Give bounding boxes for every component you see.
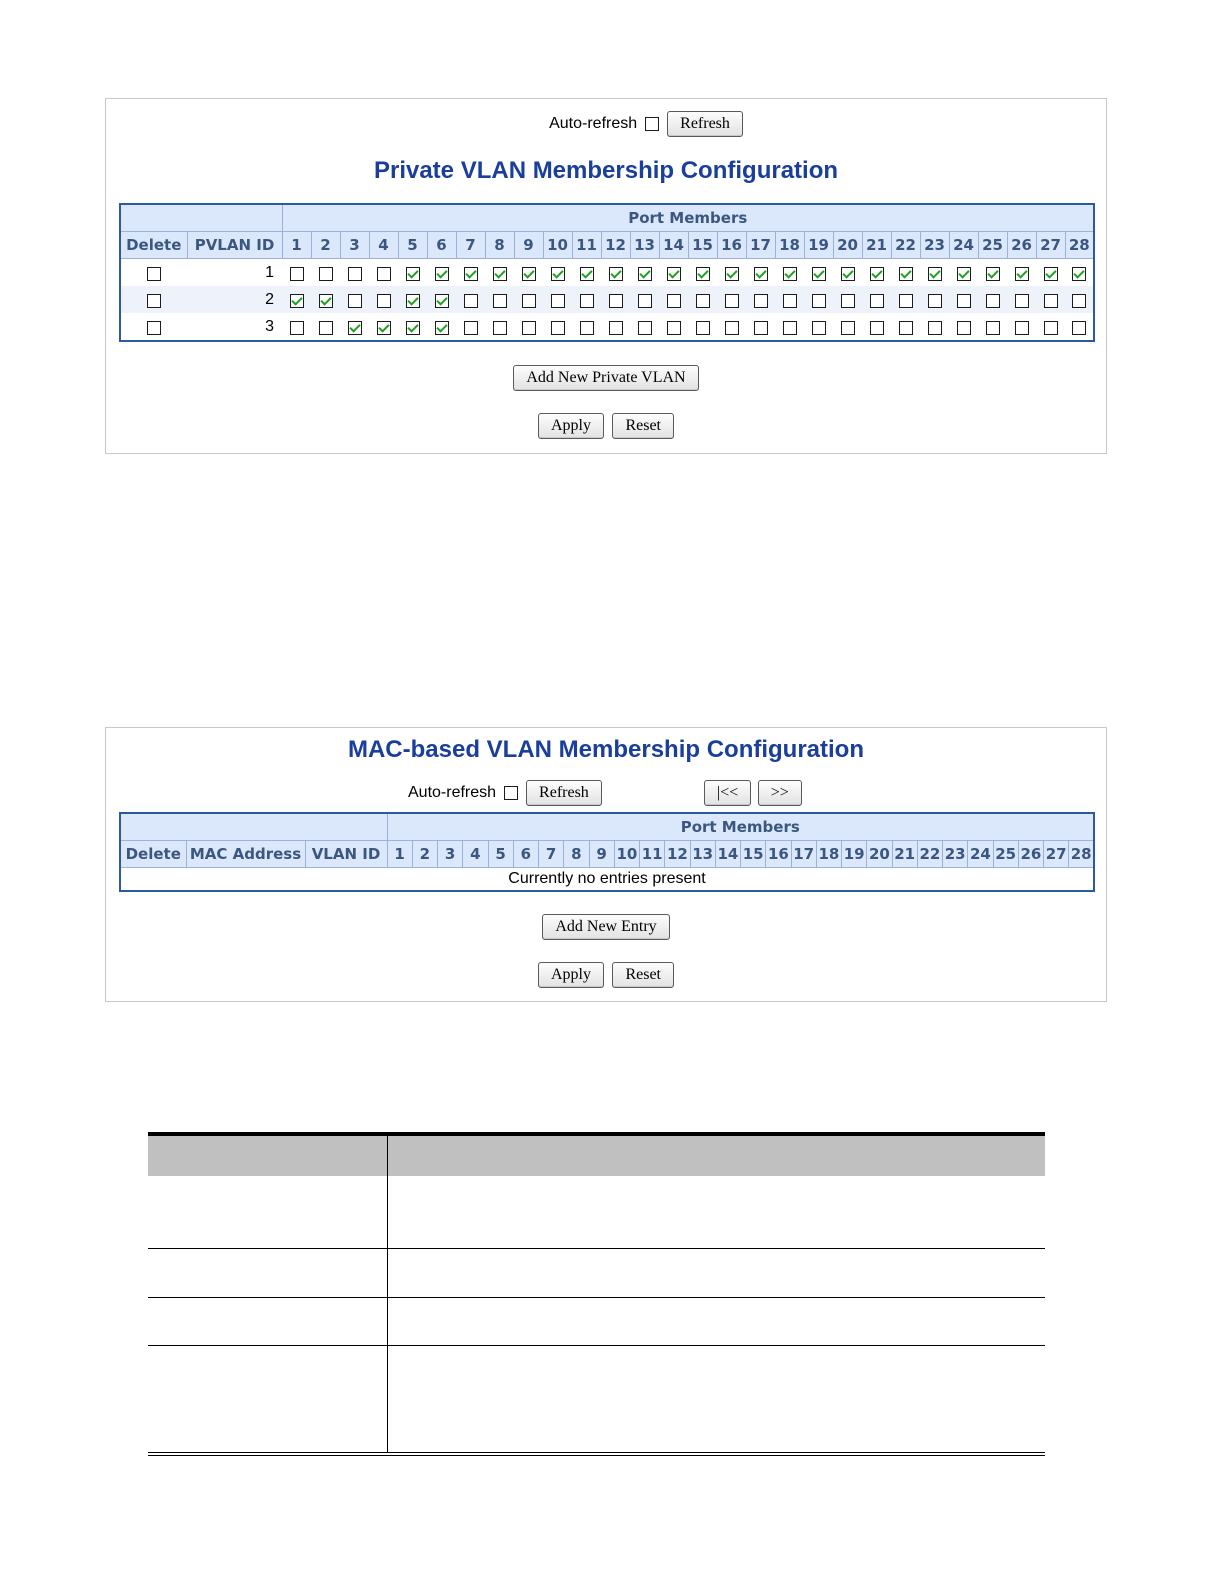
col-port: 20: [833, 232, 862, 259]
port-member-checkbox[interactable]: [667, 321, 681, 335]
col-port: 26: [1007, 232, 1036, 259]
col-port: 10: [614, 841, 639, 868]
port-member-checkbox[interactable]: [377, 267, 391, 281]
col-delete: Delete: [120, 232, 187, 259]
port-member-checkbox[interactable]: [1044, 321, 1058, 335]
pvlan-table: [119, 203, 1095, 342]
col-port: 27: [1036, 232, 1065, 259]
col-port: 12: [601, 232, 630, 259]
col-port: 7: [539, 841, 564, 868]
port-member-checkbox[interactable]: [522, 321, 536, 335]
port-member-checkbox[interactable]: [928, 294, 942, 308]
col-port: 10: [543, 232, 572, 259]
mac-add-bar: [106, 914, 1106, 940]
col-port: 14: [715, 841, 740, 868]
refresh-button[interactable]: Refresh: [526, 780, 602, 806]
col-port: 9: [589, 841, 614, 868]
col-port: 17: [791, 841, 816, 868]
delete-checkbox[interactable]: [147, 294, 161, 308]
next-page-button[interactable]: >>: [758, 780, 802, 806]
col-port: 13: [690, 841, 715, 868]
port-member-checkbox[interactable]: [754, 321, 768, 335]
add-private-vlan-button[interactable]: Add New Private VLAN: [513, 365, 698, 391]
port-member-checkbox[interactable]: [812, 267, 826, 281]
port-member-checkbox[interactable]: [464, 294, 478, 308]
pvlan-page-title: Private VLAN Membership Configuration: [373, 157, 839, 184]
auto-refresh-label: Auto-refresh: [549, 115, 638, 132]
col-port: 17: [746, 232, 775, 259]
port-member-checkbox[interactable]: [406, 294, 420, 308]
port-member-checkbox[interactable]: [348, 267, 362, 281]
port-member-checkbox[interactable]: [841, 321, 855, 335]
port-member-checkbox[interactable]: [580, 294, 594, 308]
port-member-checkbox[interactable]: [957, 321, 971, 335]
col-port: 25: [993, 841, 1018, 868]
port-members-header: Port Members: [387, 813, 1094, 841]
port-member-checkbox[interactable]: [551, 267, 565, 281]
col-port: 3: [340, 232, 369, 259]
pvlan-row: [120, 259, 1094, 287]
col-port: 24: [949, 232, 978, 259]
port-member-checkbox[interactable]: [435, 321, 449, 335]
col-port: 14: [659, 232, 688, 259]
col-port: 15: [741, 841, 766, 868]
port-member-checkbox[interactable]: [1015, 294, 1029, 308]
port-member-checkbox[interactable]: [725, 294, 739, 308]
port-member-checkbox[interactable]: [1072, 267, 1086, 281]
pvlan-row: [120, 313, 1094, 341]
port-member-checkbox[interactable]: [754, 267, 768, 281]
port-member-checkbox[interactable]: [957, 294, 971, 308]
delete-checkbox[interactable]: [147, 321, 161, 335]
mac-vlan-panel: [105, 727, 1107, 1002]
port-member-checkbox[interactable]: [696, 267, 710, 281]
port-member-checkbox[interactable]: [319, 321, 333, 335]
port-member-checkbox[interactable]: [522, 267, 536, 281]
delete-checkbox[interactable]: [147, 267, 161, 281]
col-vlan-id: VLAN ID: [305, 841, 387, 868]
port-member-checkbox[interactable]: [609, 294, 623, 308]
port-member-checkbox[interactable]: [348, 294, 362, 308]
empty-message: Currently no entries present: [508, 870, 706, 887]
apply-button[interactable]: Apply: [538, 413, 604, 439]
port-member-checkbox[interactable]: [783, 294, 797, 308]
port-member-checkbox[interactable]: [812, 321, 826, 335]
col-port: 2: [412, 841, 437, 868]
port-member-checkbox[interactable]: [754, 294, 768, 308]
col-port: 28: [1065, 232, 1094, 259]
port-member-checkbox[interactable]: [725, 321, 739, 335]
port-member-checkbox[interactable]: [290, 267, 304, 281]
refresh-button[interactable]: Refresh: [667, 111, 743, 137]
mac-pager: [704, 780, 802, 806]
port-member-checkbox[interactable]: [493, 294, 507, 308]
parameter-table-header: [148, 1134, 1045, 1176]
port-member-checkbox[interactable]: [870, 294, 884, 308]
col-port: 25: [978, 232, 1007, 259]
parameter-row: [148, 1298, 1045, 1346]
col-delete: Delete: [120, 841, 186, 868]
port-member-checkbox[interactable]: [522, 294, 536, 308]
port-member-checkbox[interactable]: [493, 321, 507, 335]
col-port: 22: [891, 232, 920, 259]
col-port: 4: [369, 232, 398, 259]
port-member-checkbox[interactable]: [986, 294, 1000, 308]
col-port: 21: [892, 841, 917, 868]
port-member-checkbox[interactable]: [1015, 321, 1029, 335]
header-blank: [120, 204, 282, 232]
pvlan-panel: [105, 98, 1107, 454]
port-member-checkbox[interactable]: [638, 321, 652, 335]
first-page-button[interactable]: |<<: [704, 780, 751, 806]
port-member-checkbox[interactable]: [464, 267, 478, 281]
port-member-checkbox[interactable]: [609, 321, 623, 335]
port-member-checkbox[interactable]: [870, 321, 884, 335]
col-port: 11: [640, 841, 665, 868]
port-member-checkbox[interactable]: [1044, 267, 1058, 281]
col-port: 6: [427, 232, 456, 259]
port-member-checkbox[interactable]: [899, 321, 913, 335]
col-port: 8: [564, 841, 589, 868]
col-port: 23: [943, 841, 968, 868]
col-port: 8: [485, 232, 514, 259]
pvlan-refresh-bar: [106, 111, 1106, 137]
port-member-checkbox[interactable]: [899, 294, 913, 308]
port-member-checkbox[interactable]: [290, 321, 304, 335]
col-port: 1: [282, 232, 311, 259]
col-port: 16: [766, 841, 791, 868]
col-port: 6: [513, 841, 538, 868]
port-member-checkbox[interactable]: [1072, 294, 1086, 308]
port-members-header: Port Members: [282, 204, 1094, 232]
port-member-checkbox[interactable]: [696, 294, 710, 308]
add-new-entry-button[interactable]: Add New Entry: [542, 914, 669, 940]
port-member-checkbox[interactable]: [464, 321, 478, 335]
port-member-checkbox[interactable]: [957, 267, 971, 281]
pvlan-add-bar: [106, 365, 1106, 391]
col-port: 23: [920, 232, 949, 259]
port-member-checkbox[interactable]: [1072, 321, 1086, 335]
port-member-checkbox[interactable]: [435, 294, 449, 308]
col-mac-address: MAC Address: [186, 841, 305, 868]
mac-refresh-bar: [408, 780, 602, 806]
col-port: 20: [867, 841, 892, 868]
port-member-checkbox[interactable]: [319, 294, 333, 308]
port-member-checkbox[interactable]: [783, 321, 797, 335]
col-port: 9: [514, 232, 543, 259]
port-member-checkbox[interactable]: [899, 267, 913, 281]
col-port: 24: [968, 841, 993, 868]
port-member-checkbox[interactable]: [986, 267, 1000, 281]
col-port: 4: [463, 841, 488, 868]
mac-table: [119, 812, 1095, 892]
col-port: 5: [398, 232, 427, 259]
col-port: 16: [717, 232, 746, 259]
port-member-checkbox[interactable]: [841, 294, 855, 308]
col-port: 19: [842, 841, 867, 868]
col-port: 1: [387, 841, 412, 868]
mac-page-title: MAC-based VLAN Membership Configuration: [347, 736, 864, 763]
col-port: 27: [1044, 841, 1069, 868]
reset-button[interactable]: Reset: [612, 413, 674, 439]
port-member-checkbox[interactable]: [928, 321, 942, 335]
col-port: 15: [688, 232, 717, 259]
port-member-checkbox[interactable]: [377, 294, 391, 308]
apply-button[interactable]: Apply: [538, 962, 604, 988]
port-member-checkbox[interactable]: [435, 267, 449, 281]
port-member-checkbox[interactable]: [551, 294, 565, 308]
reset-button[interactable]: Reset: [612, 962, 674, 988]
port-member-checkbox[interactable]: [377, 321, 391, 335]
port-member-checkbox[interactable]: [319, 267, 333, 281]
col-port: 26: [1018, 841, 1043, 868]
port-member-checkbox[interactable]: [638, 294, 652, 308]
col-port: 12: [665, 841, 690, 868]
parameter-row: [148, 1249, 1045, 1298]
mac-action-bar: [106, 962, 1106, 988]
port-member-checkbox[interactable]: [812, 294, 826, 308]
pvlan-id: 2: [187, 286, 282, 313]
pvlan-row: [120, 286, 1094, 313]
port-member-checkbox[interactable]: [986, 321, 1000, 335]
pvlan-id: 3: [265, 317, 274, 335]
col-port: 3: [438, 841, 463, 868]
auto-refresh-checkbox[interactable]: [504, 786, 518, 800]
port-member-checkbox[interactable]: [580, 267, 594, 281]
col-port: 22: [917, 841, 942, 868]
port-member-checkbox[interactable]: [406, 321, 420, 335]
port-member-checkbox[interactable]: [783, 267, 797, 281]
parameter-row: [148, 1346, 1045, 1455]
port-member-checkbox[interactable]: [1015, 267, 1029, 281]
col-port: 19: [804, 232, 833, 259]
col-port: 28: [1069, 841, 1094, 868]
col-port: 18: [816, 841, 841, 868]
port-member-checkbox[interactable]: [696, 321, 710, 335]
port-member-checkbox[interactable]: [667, 294, 681, 308]
port-member-checkbox[interactable]: [928, 267, 942, 281]
pvlan-action-bar: [106, 413, 1106, 439]
port-member-checkbox[interactable]: [870, 267, 884, 281]
parameter-table: [148, 1132, 1045, 1456]
col-port: 7: [456, 232, 485, 259]
col-port: 5: [488, 841, 513, 868]
port-member-checkbox[interactable]: [551, 321, 565, 335]
port-member-checkbox[interactable]: [493, 267, 507, 281]
header-blank: [120, 813, 387, 841]
col-pvlan-id: PVLAN ID: [187, 232, 282, 259]
port-member-checkbox[interactable]: [580, 321, 594, 335]
col-port: 13: [630, 232, 659, 259]
col-port: 18: [775, 232, 804, 259]
port-member-checkbox[interactable]: [290, 294, 304, 308]
parameter-row: [148, 1176, 1045, 1249]
col-port: 2: [311, 232, 340, 259]
port-member-checkbox[interactable]: [406, 267, 420, 281]
pvlan-id: 1: [265, 263, 274, 281]
port-member-checkbox[interactable]: [1044, 294, 1058, 308]
col-port: 11: [572, 232, 601, 259]
auto-refresh-label: Auto-refresh: [408, 784, 497, 801]
port-member-checkbox[interactable]: [667, 267, 681, 281]
port-member-checkbox[interactable]: [841, 267, 855, 281]
auto-refresh-checkbox[interactable]: [645, 117, 659, 131]
port-member-checkbox[interactable]: [638, 267, 652, 281]
port-member-checkbox[interactable]: [348, 321, 362, 335]
col-port: 21: [862, 232, 891, 259]
port-member-checkbox[interactable]: [725, 267, 739, 281]
port-member-checkbox[interactable]: [609, 267, 623, 281]
